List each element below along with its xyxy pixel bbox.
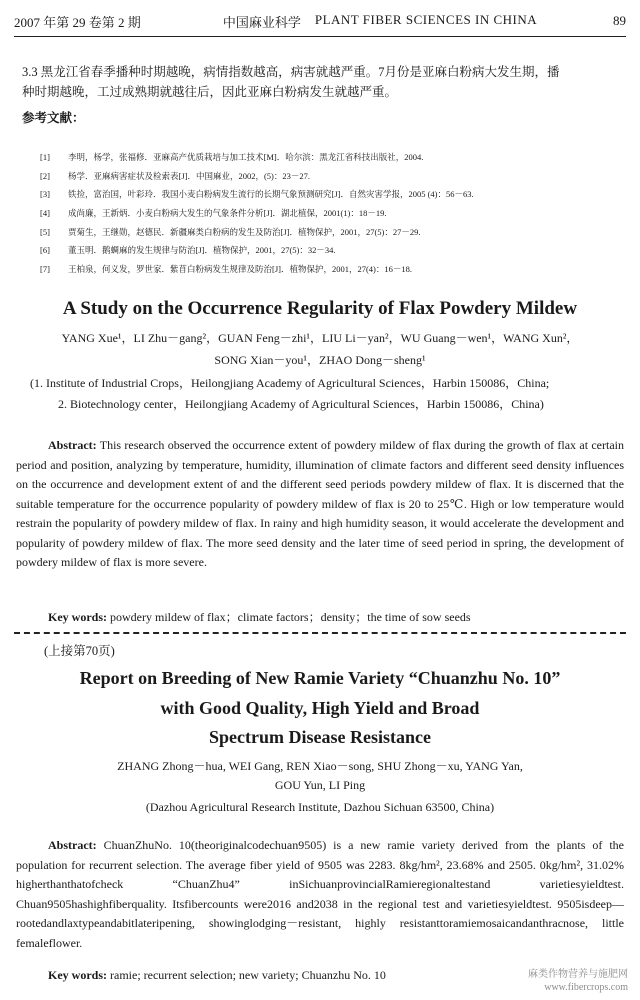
reference-number: [6] [40,245,50,256]
reference-item [40,260,600,279]
paper2-keywords-label: Key words: [48,968,107,982]
header-rule [14,36,626,37]
reference-text: 贾菊生，王继勋，赵德民．新疆麻类白粉病的发生及防治[J]．植物保护，2001，27(5)：27－29. [68,226,421,237]
section-3-3-line-2: 种时期越晚，工过成熟期就越往后，因此亚麻白粉病发生就越严重。 [22,85,398,99]
reference-number: [2] [40,170,50,181]
journal-name-cn: 中国麻业科学 [222,14,301,30]
reference-item [40,241,600,260]
reference-item [40,148,600,167]
watermark-line-2: www.fibercrops.com [544,982,628,993]
reference-number: [3] [40,189,50,200]
paper2-affiliation: (Dazhou Agricultural Research Institute, Dazhou Sichuan 63500, China) [145,800,495,814]
section-3-3-line-1: 3.3 黑龙江省春季播种时期越晚，病情指数越高，病害就越严重。7月份是亚麻白粉病大发生期，播 [22,65,560,79]
site-watermark [528,968,628,994]
paper1-keywords-text: powdery mildew of flax；climate factors；density；the time of sow seeds [110,610,471,624]
reference-item [40,222,600,241]
paper1-keywords [48,608,471,625]
paper1-authors-line-1: YANG Xue¹，LI Zhu－gang²，GUAN Feng－zhi¹，LIU Li－yan²，WU Guang－wen¹，WANG Xun²， [61,331,579,345]
paper1-abstract [16,436,624,573]
page-number: 89 [613,13,626,28]
paper1-authors-line-2: SONG Xian－you¹，ZHAO Dong－sheng¹ [214,353,426,367]
paper2-keywords [48,968,386,983]
paper2-title-line-1: Report on Breeding of New Ramie Variety “Chuanzhu No. 10” [79,668,561,688]
reference-text: 铁捡，富治国，叶彩玲．我国小麦白粉病发生流行的长期气象预测研究[J]．自然灾害学报，2005 (4)：56－63. [68,189,474,200]
reference-item [40,167,600,186]
paper1-keywords-label: Key words: [48,610,107,624]
watermark-line-1: 麻类作物营养与施肥网 [528,969,628,980]
reference-text: 杨学．亚麻病害症状及检索表[J]．中国麻业，2002，(5)：23－27. [68,170,311,181]
reference-number: [7] [40,263,50,274]
reference-number: [1] [40,152,50,163]
reference-text: 李明，杨学，张福修．亚麻高产优质栽培与加工技术[M]．哈尔滨：黑龙江省科技出版社，2004. [68,152,424,163]
reference-number: [4] [40,208,50,219]
journal-name-en: PLANT FIBER SCIENCES IN CHINA [314,11,538,27]
reference-text: 成尚廉，王新炳．小麦白粉病大发生的气象条件分析[J]．湖北植保，2001(1)：18－19. [68,208,387,219]
reference-list [40,148,600,278]
paper2-title-line-3: Spectrum Disease Resistance [209,727,431,747]
paper2-authors-line-1: ZHANG Zhong－hua, WEI Gang, REN Xiao－song, SHU Zhong－xu, YANG Yan, [117,759,523,773]
paper1-affiliation-1: (1. Institute of Industrial Crops，Heilongjiang Academy of Agricultural Sciences，Harbin 150086，China; [30,376,550,390]
section-divider [14,632,626,634]
paper1-abstract-text: This research observed the occurrence extent of powdery mildew of flax during the growth of flax at certain period and position, analyzing by temperature, humidity, illumination of climate factors and different seed density influences on the occurrence and development extent of and the different seed periods powdery mildew of flax. It is discerned that the suitable temperature for the occurrence popularity of powdery mildew of flax is 20 to 25℃. High or low temperature would restrain the popularity of powdery mildew of flax. In rainy and high humidity season, it would accelerate the development and popularity of powdery mildew of flax. The more seed density and the later time of seed period in spring, the development of powdery mildew of flax is more severe. [16,438,624,569]
paper1-abstract-label: Abstract: [48,438,97,452]
paper2-abstract-text: ChuanZhuNo. 10(theoriginalcodechuan9505) is a new ramie variety derived from the plants of the population for recurrent selection. The average fiber yield of 9505 was 2283. 8kg/hm², 23.68% and 2505. 0kg/hm², 31.02% higherthanthatofcheck “ChuanZhu4” inSichuanprovincialRamieregionaltestand varietiesyieldtest. Chuan9505hashighfiberquality. Itsfibercounts were2016 and2038 in the regional test and varietiesyieldtest. 9505isdeep—rootedandlaxtypeandabitlateripening, showinglodging－resistant, highly resistanttoramiemosaicandanthracnose, little femaleflower. [16,838,625,950]
reference-number: [5] [40,226,50,237]
paper1-title: A Study on the Occurrence Regularity of Flax Powdery Mildew [62,298,578,319]
references-heading: 参考文献： [22,111,85,125]
reference-text: 董玉明．鹅蜩麻的发生规律与防治[J]．植物保护，2001，27(5)：32－34. [68,245,336,256]
paper1-affiliation-2: 2. Biotechnology center，Heilongjiang Academy of Agricultural Sciences，Harbin 150086，China) [58,397,544,411]
paper2-keywords-text: ramie; recurrent selection; new variety; Chuanzhu No. 10 [110,968,386,982]
paper2-authors-line-2: GOU Yun, LI Ping [274,778,366,792]
paper2-abstract [16,836,624,953]
running-header [14,8,626,34]
continued-note: (上接第70页) [44,644,115,658]
issue-info: 2007 年第 29 卷第 2 期 [14,14,141,30]
reference-item [40,185,600,204]
paper2-title-line-2: with Good Quality, High Yield and Broad [160,698,480,718]
reference-item [40,204,600,223]
paper2-abstract-label: Abstract: [48,838,97,852]
reference-text: 王柏泉，何义发，罗世家．紫苜白粉病发生规律及防治[J]．植物保护，2001，27(4)：16－18. [68,263,413,274]
